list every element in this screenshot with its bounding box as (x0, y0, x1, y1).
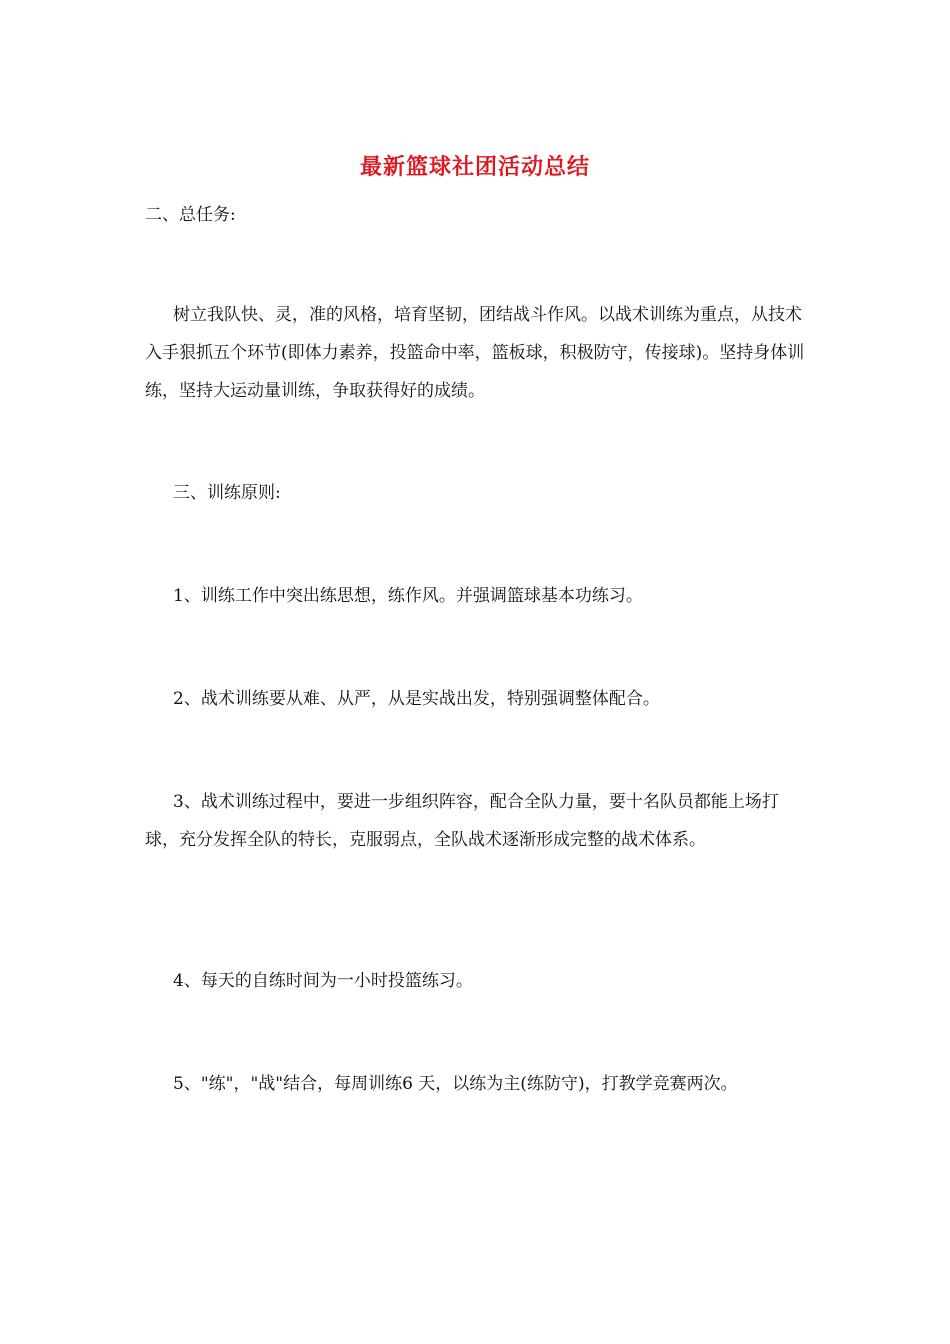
list-item-3: 3、战术训练过程中，要进一步组织阵容，配合全队力量，要十名队员都能上场打球，充分发挥全队的特长，克服弱点，全队战术逐渐形成完整的战术体系。 (145, 792, 779, 850)
section-heading-principles: 三、训练原则: (173, 483, 281, 503)
list-item-2: 2、战术训练要从难、从严，从是实战出发，特别强调整体配合。 (173, 689, 660, 709)
section-heading-total-task: 二、总任务: (145, 205, 236, 225)
list-item-4: 4、每天的自练时间为一小时投篮练习。 (173, 971, 473, 991)
list-item-5: 5、"练"，"战"结合，每周训练6 天，以练为主(练防守)，打教学竞赛两次。 (173, 1074, 738, 1094)
paragraph-task: 树立我队快、灵，准的风格，培育坚韧，团结战斗作风。以战术训练为重点，从技术入手狠抓五个环节(即体力素养，投篮命中率，篮板球，积极防守，传接球)。坚持身体训练，坚持大运动量训练，争取获得好的成绩。 (145, 305, 805, 401)
document-title: 最新篮球社团活动总结 (359, 155, 590, 180)
list-item-1: 1、训练工作中突出练思想，练作风。并强调篮球基本功练习。 (173, 586, 643, 606)
